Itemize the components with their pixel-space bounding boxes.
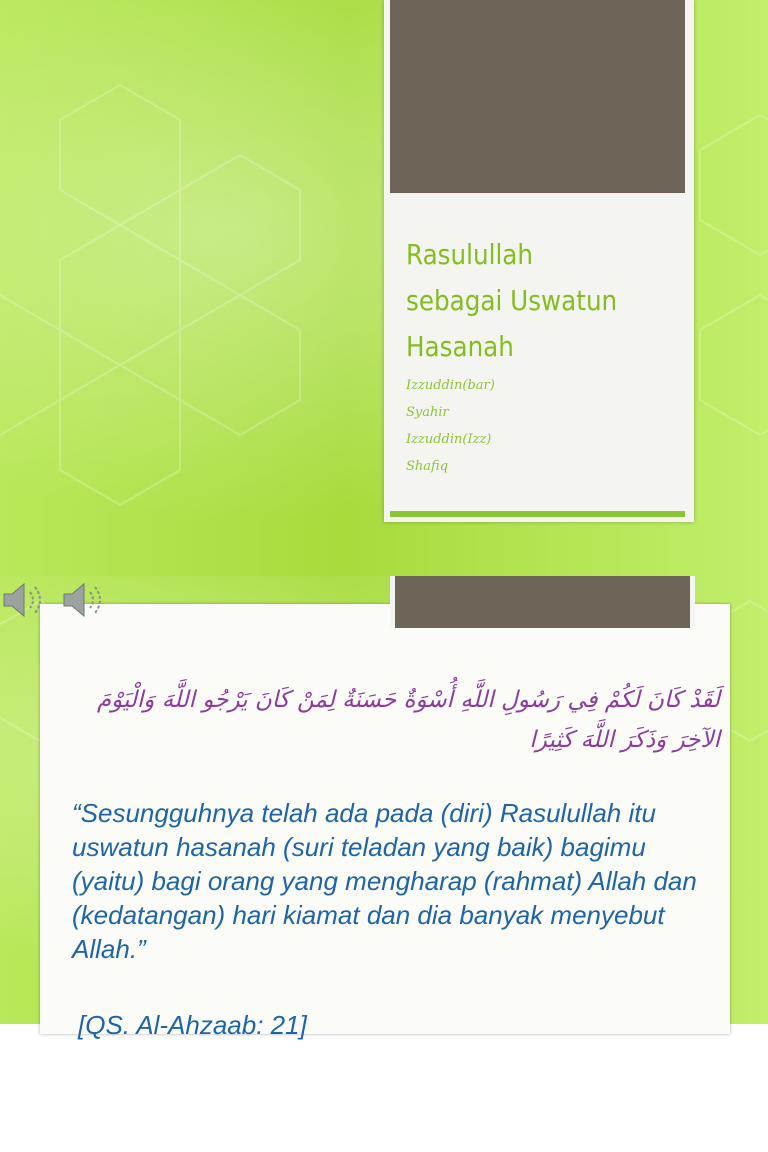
- arabic-verse: لَقَدْ كَانَ لَكُمْ فِي رَسُولِ اللَّهِ أُسْوَةٌ حَسَنَةٌ لِمَنْ كَانَ يَرْجُو اللَّهَ وَالْيَوْمَ الآخِرَ وَذَكَرَ اللَّهَ كَثِيرًا: [96, 687, 720, 753]
- author-name: Izzuddin(bar): [406, 378, 495, 393]
- title-card: [384, 0, 694, 522]
- presentation-title: Rasulullah sebagai Uswatun Hasanah: [406, 238, 618, 363]
- author-name: Syahir: [406, 405, 449, 420]
- author-list: [406, 372, 666, 480]
- photo-strip: [390, 576, 695, 628]
- speaker-icon[interactable]: [0, 580, 50, 620]
- author-name: Izzuddin(Izz): [406, 432, 492, 447]
- speaker-icon[interactable]: [60, 580, 110, 620]
- title-photo-placeholder: [390, 0, 685, 193]
- verse-reference: [QS. Al-Ahzaab: 21]: [78, 1010, 307, 1040]
- verse-translation: “Sesungguhnya telah ada pada (diri) Rasulullah itu uswatun hasanah (suri teladan yang baik) bagimu (yaitu) bagi orang yang mengharap (rahmat) Allah dan (kedatangan) hari kiamat dan dia banyak menyebut Allah.”: [72, 798, 697, 964]
- author-name: Shafiq: [406, 459, 449, 474]
- verse-slide: [0, 576, 768, 1040]
- title-accent-bar: [390, 511, 685, 517]
